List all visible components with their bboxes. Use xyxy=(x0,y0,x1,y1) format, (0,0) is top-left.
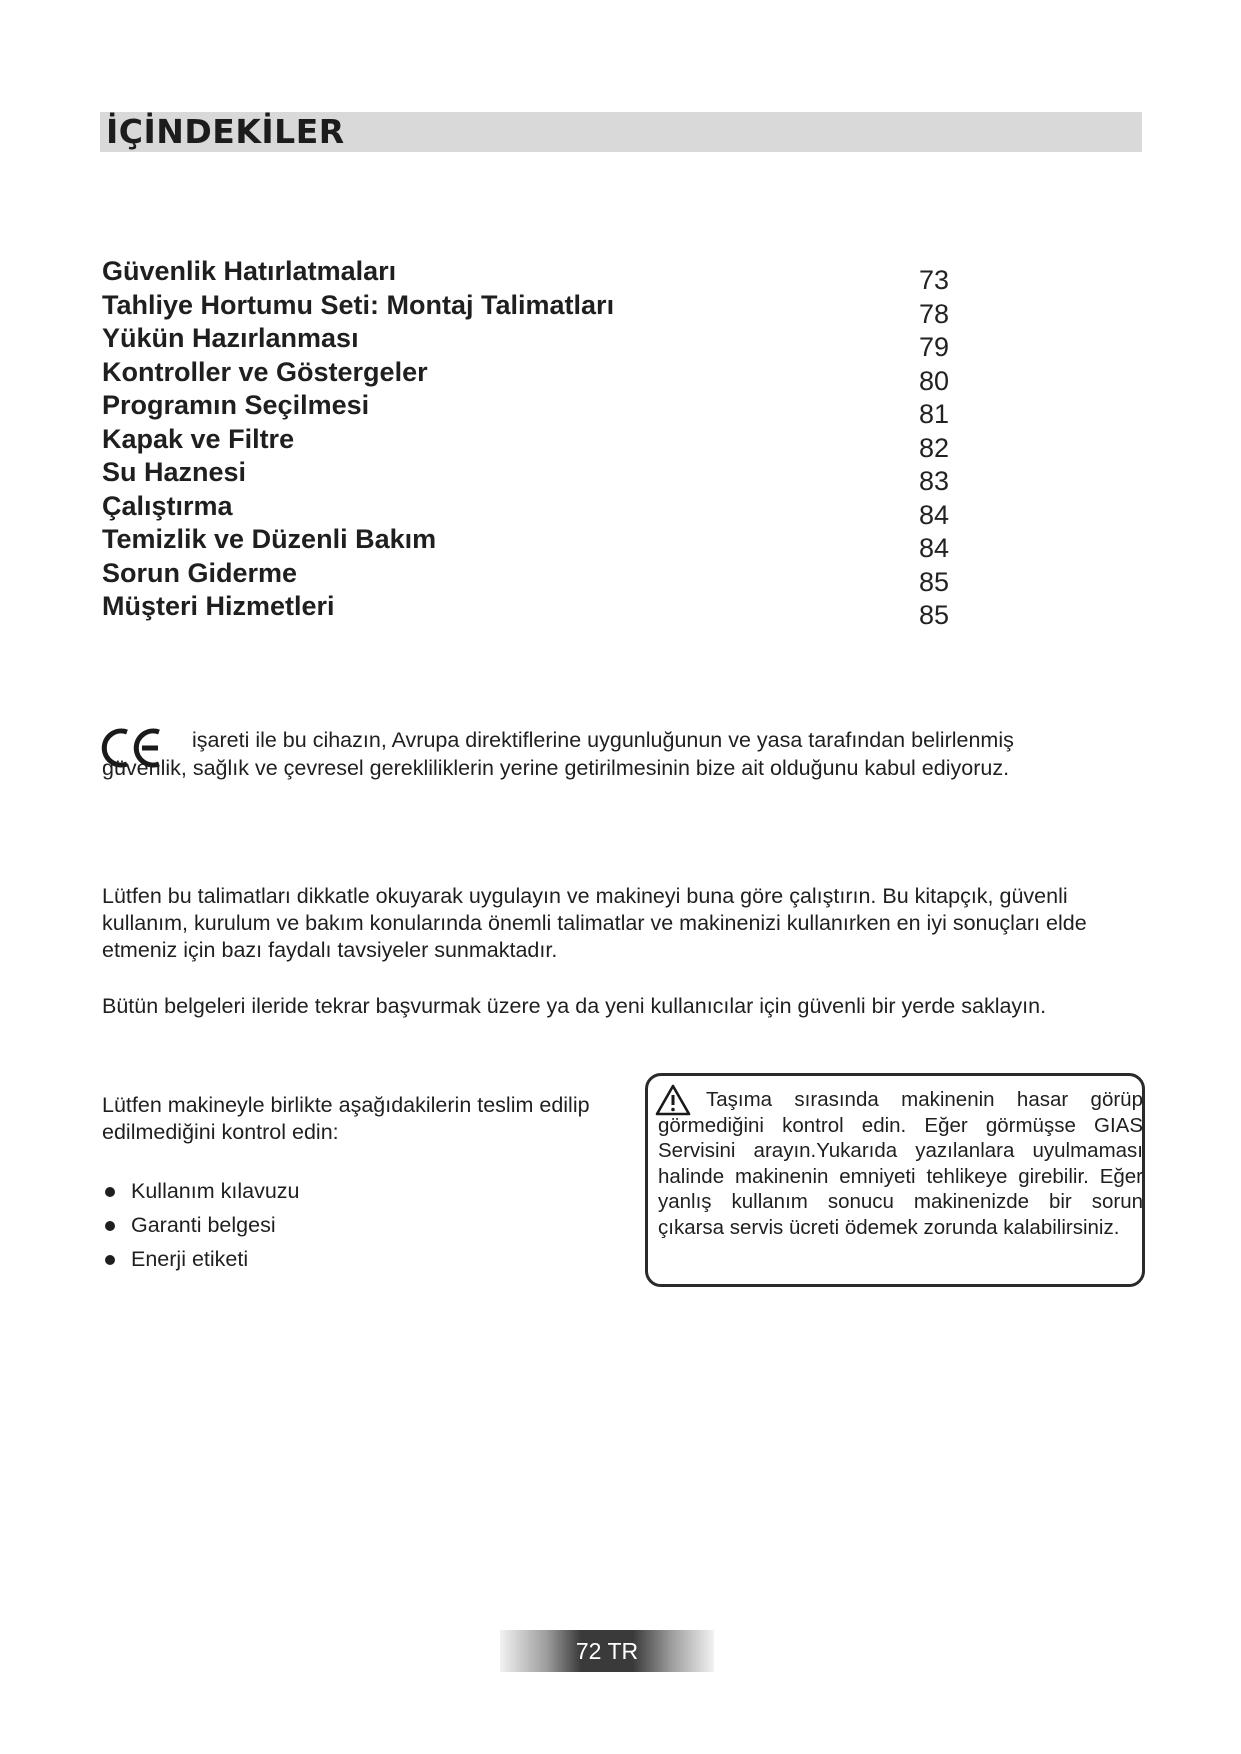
ce-notice-line1: işareti ile bu cihazın, Avrupa direktiflerine uygunluğunun ve yasa tarafından belirlenmiş xyxy=(192,728,1014,752)
toc-entry-page: 84 xyxy=(919,499,950,530)
list-item xyxy=(102,1246,300,1280)
toc-row[interactable] xyxy=(102,289,962,329)
bullet-icon xyxy=(105,1221,115,1231)
toc-entry-page: 78 xyxy=(919,298,950,329)
toc-row[interactable] xyxy=(102,389,962,429)
toc-row[interactable] xyxy=(102,255,962,295)
toc-entry-page: 81 xyxy=(919,399,950,429)
warning-text: Taşıma sırasında makinenin hasar görüp görmediğini kontrol edin. Eğer görmüşse GIAS Servisini arayın.Yukarıda yazılanlara uyulmaması halinde makinenin emniyeti tehlikeye girebilir. Eğer yanlış kullanım sonucu makinenizde bir sorun çıkarsa servis ücreti ödemek zorunda kalabilirsiniz. xyxy=(658,1088,1143,1239)
toc-entry-page: 85 xyxy=(919,566,950,597)
page-number: 72 TR xyxy=(575,1638,639,1664)
checklist xyxy=(102,1178,300,1280)
toc-entry-title: Müşteri Hizmetleri xyxy=(102,591,335,621)
intro-paragraph-1: Lütfen bu talimatları dikkatle okuyarak uygulayın ve makineyi buna göre çalıştırın. Bu kitapçık, güvenli kullanım, kurulum ve bakım konularında önemli talimatlar ve makinenizi kullanırken en iyi sonuçları elde etmeniz için bazı faydalı tavsiyeler sunmaktadır. xyxy=(102,884,1087,962)
list-item-label: Kullanım kılavuzu xyxy=(131,1179,300,1203)
toc-row[interactable] xyxy=(102,456,962,496)
list-item xyxy=(102,1178,300,1212)
ce-notice-line2: güvenlik, sağlık ve çevresel gerekliliklerin yerine getirilmesinin bize ait olduğunu kabul ediyoruz. xyxy=(102,756,1010,780)
bullet-icon xyxy=(105,1187,115,1197)
bullet-icon xyxy=(105,1255,115,1265)
toc-row[interactable] xyxy=(102,490,962,530)
ce-notice xyxy=(102,726,1182,782)
toc-entry-page: 79 xyxy=(919,332,950,362)
toc-entry-page: 82 xyxy=(919,432,950,463)
toc-entry-title: Sorun Giderme xyxy=(102,557,298,588)
checklist-intro: Lütfen makineyle birlikte aşağıdakilerin teslim edilip edilmediğini kontrol edin: xyxy=(102,1093,590,1144)
toc-entry-page: 73 xyxy=(919,265,950,295)
list-item xyxy=(102,1212,300,1246)
toc-row[interactable] xyxy=(102,557,962,597)
toc-entry-title: Programın Seçilmesi xyxy=(102,390,370,420)
toc-entry-page: 80 xyxy=(919,365,950,396)
toc-entry-title: Çalıştırma xyxy=(102,490,233,521)
page-title: İÇİNDEKİLER xyxy=(106,112,345,151)
toc-entry-title: Kontroller ve Göstergeler xyxy=(102,356,428,387)
toc-entry-title: Su Haznesi xyxy=(102,457,247,487)
toc-entry-title: Güvenlik Hatırlatmaları xyxy=(102,256,397,286)
list-item-label: Garanti belgesi xyxy=(131,1213,276,1237)
toc-entry-page: 84 xyxy=(919,533,950,563)
toc-entry-title: Tahliye Hortumu Seti: Montaj Talimatları xyxy=(102,289,615,320)
list-item-label: Enerji etiketi xyxy=(131,1247,249,1271)
toc-row[interactable] xyxy=(102,322,962,362)
intro-paragraph-2: Bütün belgeleri ileride tekrar başvurmak üzere ya da yeni kullanıcılar için güvenli bir yerde saklayın. xyxy=(102,994,1047,1018)
toc-entry-title: Kapak ve Filtre xyxy=(102,423,295,454)
toc-entry-page: 85 xyxy=(919,600,950,630)
toc-entry-title: Temizlik ve Düzenli Bakım xyxy=(102,524,437,554)
toc-row[interactable] xyxy=(102,423,962,463)
toc-row[interactable] xyxy=(102,523,962,563)
toc-row[interactable] xyxy=(102,356,962,396)
toc-entry-page: 83 xyxy=(919,466,950,496)
table-of-contents xyxy=(102,255,962,630)
toc-row[interactable] xyxy=(102,590,962,630)
toc-entry-title: Yükün Hazırlanması xyxy=(102,323,359,353)
